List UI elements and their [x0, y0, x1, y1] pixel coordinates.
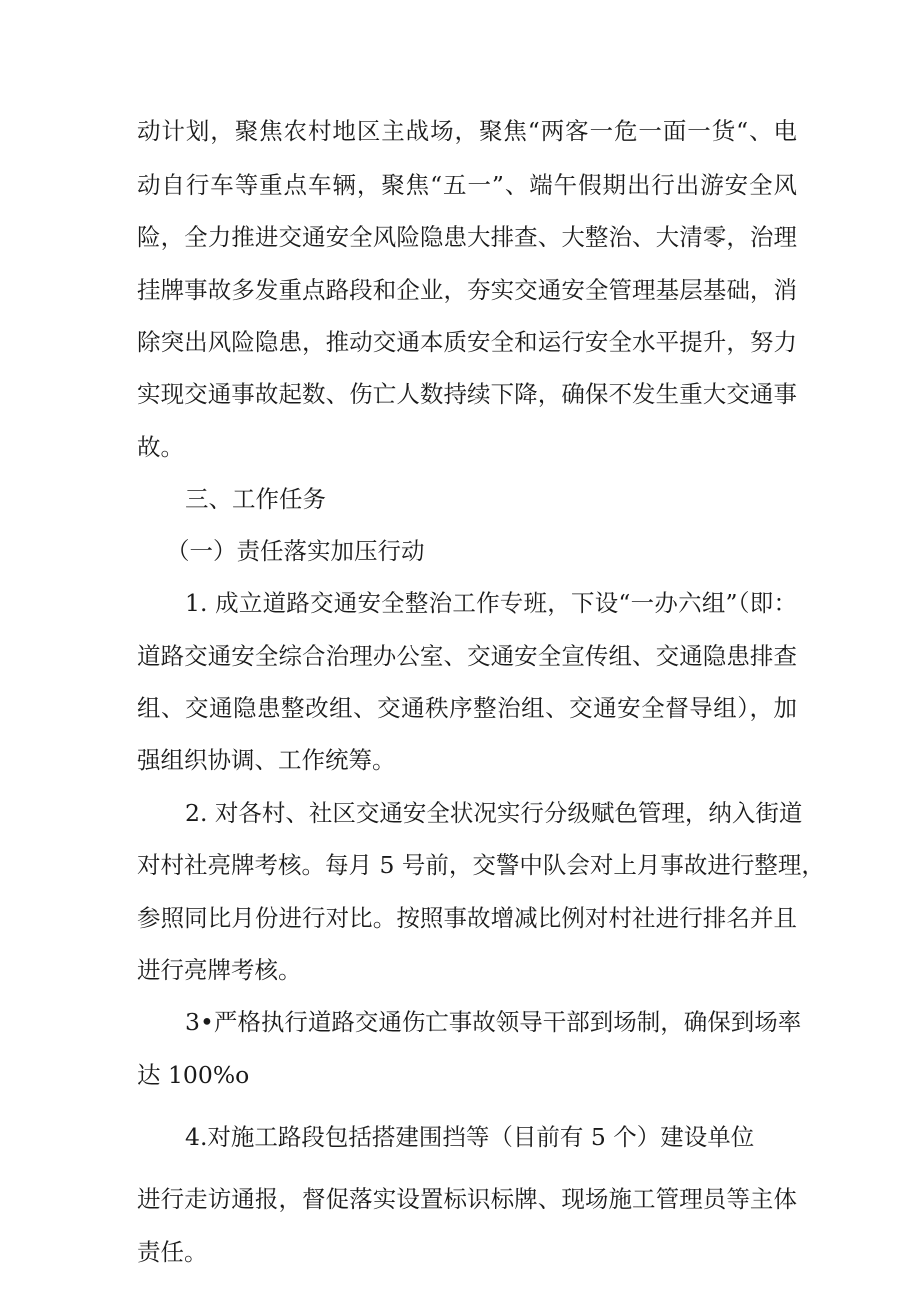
paragraph-line: 4.对施工路段包括搭建围挡等（目前有 5 个）建设单位 — [185, 1123, 755, 1151]
subsection-heading: （一）责任落实加压行动 — [166, 537, 425, 565]
section-heading: 三、工作任务 — [185, 485, 326, 513]
paragraph-line: 强组织协调、工作统筹。 — [137, 746, 396, 774]
paragraph-line: 达 100%o — [137, 1061, 250, 1089]
paragraph-line: 进行走访通报，督促落实设置标识标牌、现场施工管理员等主体 — [137, 1185, 797, 1213]
paragraph-line: 故。 — [137, 433, 184, 461]
paragraph-line: 参照同比月份进行对比。按照事故增减比例对村社进行排名并且 — [137, 904, 797, 932]
paragraph-line: 实现交通事故起数、伤亡人数持续下降，确保不发生重大交通事 — [137, 380, 797, 408]
paragraph-line: 进行亮牌考核。 — [137, 956, 302, 984]
paragraph-line: 责任。 — [137, 1238, 208, 1266]
paragraph-line: 2. 对各村、社区交通安全状况实行分级赋色管理，纳入街道 — [185, 799, 803, 827]
paragraph-line: 动自行车等重点车辆，聚焦“五一”、端午假期出行出游安全风 — [137, 171, 797, 199]
paragraph-line: 组、交通隐患整改组、交通秩序整治组、交通安全督导组），加 — [137, 694, 797, 722]
paragraph-line: 挂牌事故多发重点路段和企业，夯实交通安全管理基层基础，消 — [137, 276, 797, 304]
paragraph-line: 动计划，聚焦农村地区主战场，聚焦“两客一危一面一货“、电 — [137, 117, 797, 145]
paragraph-line: 道路交通安全综合治理办公室、交通安全宣传组、交通隐患排查 — [137, 642, 797, 670]
paragraph-line: 3•严格执行道路交通伤亡事故领导干部到场制，确保到场率 — [185, 1008, 802, 1036]
paragraph-line: 险，全力推进交通安全风险隐患大排查、大整治、大清零，治理 — [137, 223, 797, 251]
paragraph-line: 除突出风险隐患，推动交通本质安全和运行安全水平提升，努力 — [137, 328, 797, 356]
paragraph-line: 1. 成立道路交通安全整治工作专班，下设“一办六组”（即： — [185, 589, 797, 617]
paragraph-line: 对村社亮牌考核。每月 5 号前，交警中队会对上月事故进行整理， — [137, 851, 825, 879]
